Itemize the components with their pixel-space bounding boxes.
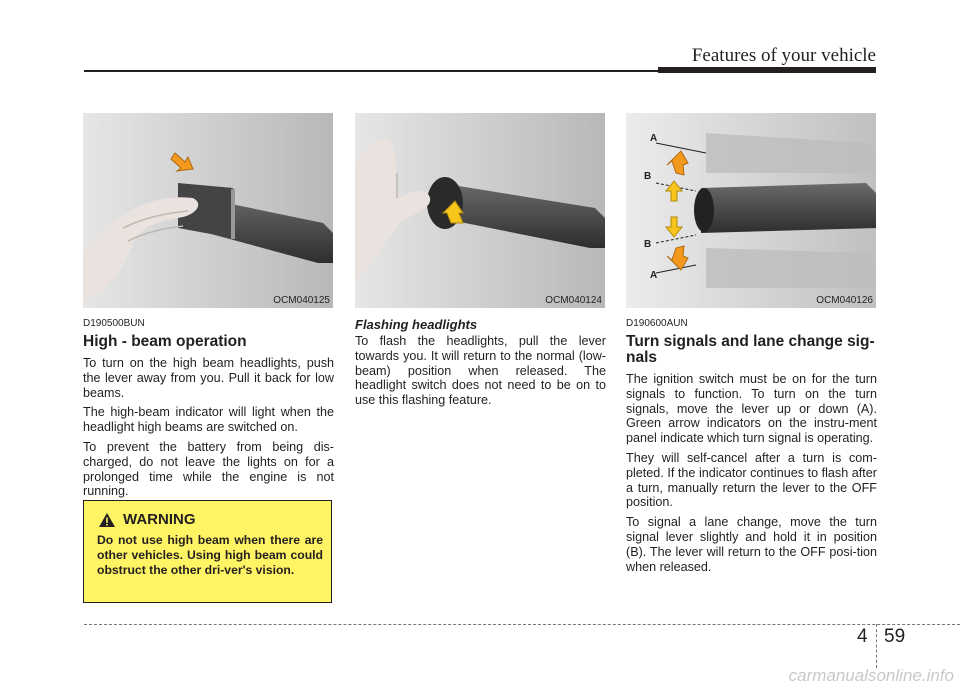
- paragraph: They will self-cancel after a turn is com-pleted. If the indicator continues to flash after a turn, manually return the lever to the OFF position.: [626, 450, 877, 510]
- high-beam-section: [83, 315, 334, 504]
- warning-box: [83, 500, 332, 603]
- paragraph: The ignition switch must be on for the turn signals to function. To turn on the turn signals, move the lever up or down (A). Green arrow indicators on the instru-ment panel indicate which turn signal is operating.: [626, 372, 877, 446]
- figure-turn-signal: [626, 113, 876, 308]
- paragraph: To flash the headlights, pull the lever towards you. It will return to the normal (low-beam) position when released. The headlight switch does not need to be on to use this flashing feature.: [355, 334, 606, 408]
- flash-section: [355, 315, 606, 413]
- ref-code: D190500BUN: [83, 318, 145, 329]
- warning-text: Do not use high beam when there are other vehicles. Using high beam could obstruct the other dri-ver's vision.: [97, 533, 323, 577]
- flash-illustration: [355, 113, 605, 308]
- paragraph: To signal a lane change, move the turn signal lever slightly and hold it in position (B). The lever will return to the OFF posi-tion when released.: [626, 515, 877, 574]
- figure-flash: [355, 113, 605, 308]
- footer-divider: [876, 624, 877, 668]
- figure-code: OCM040126: [816, 295, 873, 306]
- warning-title: WARNING: [123, 511, 196, 528]
- turn-signal-section: [626, 315, 877, 579]
- header-rule-accent: [658, 67, 876, 73]
- warning-icon: [98, 512, 116, 528]
- high-beam-illustration: [83, 113, 333, 308]
- section-title: High - beam operation: [83, 333, 247, 350]
- section-subtitle: Flashing headlights: [355, 317, 478, 332]
- label-a-top: A: [650, 133, 658, 144]
- label-b-bottom: B: [644, 239, 652, 250]
- label-b-top: B: [644, 171, 652, 182]
- paragraph: To turn on the high beam headlights, push the lever away from you. Pull it back for low beams.: [83, 356, 334, 400]
- paragraph: To prevent the battery from being dis-charged, do not leave the lights on for a prolonged time while the engine is not running.: [83, 439, 334, 499]
- watermark: carmanualsonline.info: [788, 666, 954, 685]
- chapter-number: 4: [857, 626, 868, 647]
- header-rule: [84, 70, 660, 72]
- figure-high-beam: [83, 113, 333, 308]
- section-title: Turn signals and lane change sig-nals: [626, 333, 875, 366]
- label-a-bottom: A: [650, 270, 658, 281]
- header-title: Features of your vehicle: [691, 45, 876, 66]
- figure-code: OCM040125: [273, 295, 330, 306]
- footer-rule: [84, 624, 960, 625]
- figure-code: OCM040124: [545, 295, 602, 306]
- turn-signal-illustration: [626, 113, 876, 308]
- paragraph: The high-beam indicator will light when the headlight high beams are switched on.: [83, 405, 334, 435]
- ref-code: D190600AUN: [626, 318, 688, 329]
- page-number: 59: [884, 626, 906, 647]
